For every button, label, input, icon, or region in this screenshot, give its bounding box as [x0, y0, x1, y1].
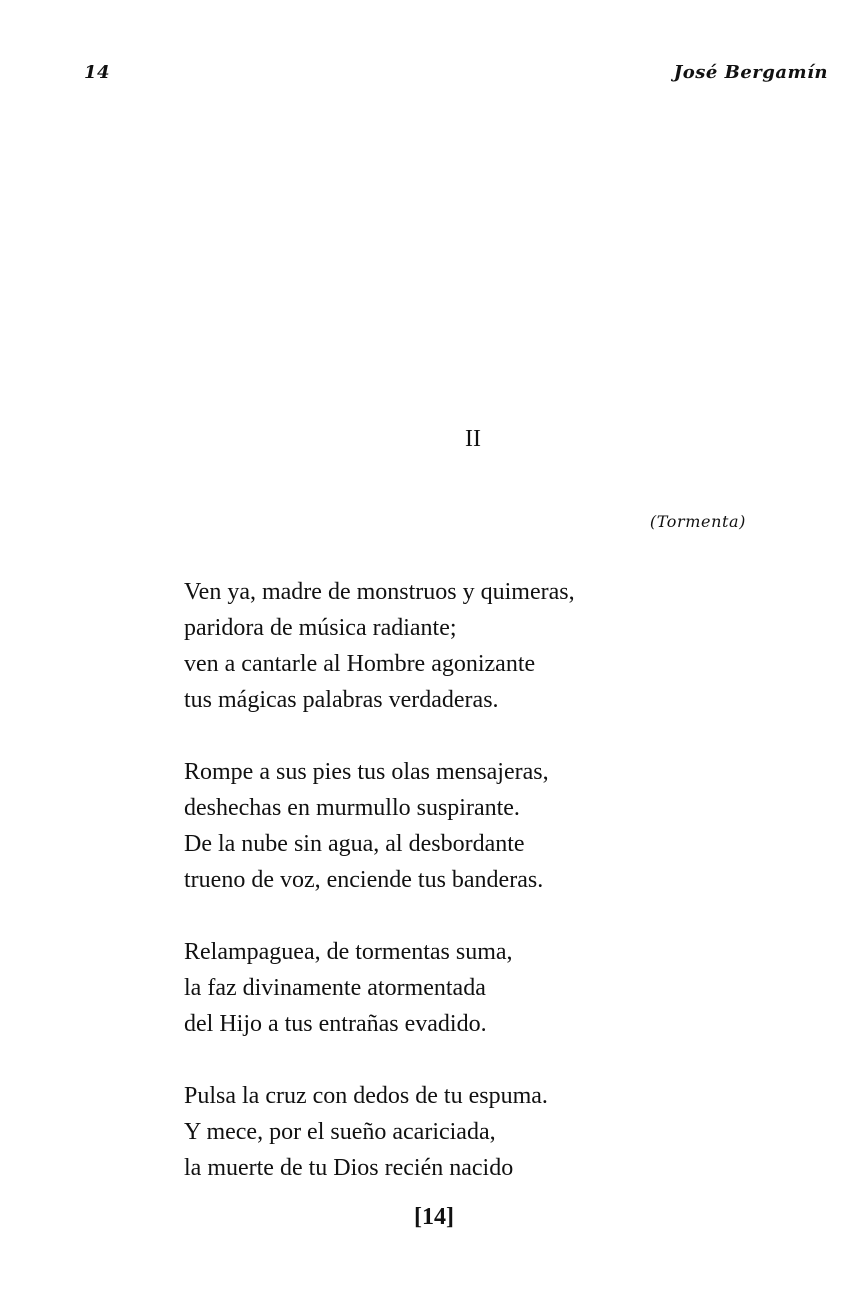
poem-line: la faz divinamente atormentada [184, 975, 486, 1001]
poem-line: trueno de voz, enciende tus banderas. [184, 867, 544, 893]
poem-line: Rompe a sus pies tus olas mensajeras, [184, 759, 549, 785]
poem-line: paridora de música radiante; [184, 615, 457, 641]
section-number: II [465, 426, 481, 452]
poem-line: la muerte de tu Dios recién nacido [184, 1155, 514, 1181]
stanza-1 [184, 574, 575, 718]
section-subtitle: (Tormenta) [649, 512, 746, 531]
footer-page-number: [14] [414, 1204, 454, 1230]
poem-line: Ven ya, madre de monstruos y quimeras, [184, 579, 575, 605]
poem-line: Y mece, por el sueño acariciada, [184, 1119, 496, 1145]
poem-line: De la nube sin agua, al desbordante [184, 831, 525, 857]
header-author: José Bergamín [673, 62, 828, 83]
poem-line: tus mágicas palabras verdaderas. [184, 687, 499, 713]
poem-line: deshechas en murmullo suspirante. [184, 795, 520, 821]
poem-line: ven a cantarle al Hombre agonizante [184, 651, 536, 677]
header-page-number: 14 [84, 62, 111, 83]
stanza-3 [184, 934, 575, 1042]
poem-line: del Hijo a tus entrañas evadido. [184, 1011, 487, 1037]
poem-line: Relampaguea, de tormentas suma, [184, 939, 513, 965]
poem [184, 574, 575, 1222]
poem-line: Pulsa la cruz con dedos de tu espuma. [184, 1083, 548, 1109]
stanza-2 [184, 754, 575, 898]
stanza-4 [184, 1078, 575, 1186]
